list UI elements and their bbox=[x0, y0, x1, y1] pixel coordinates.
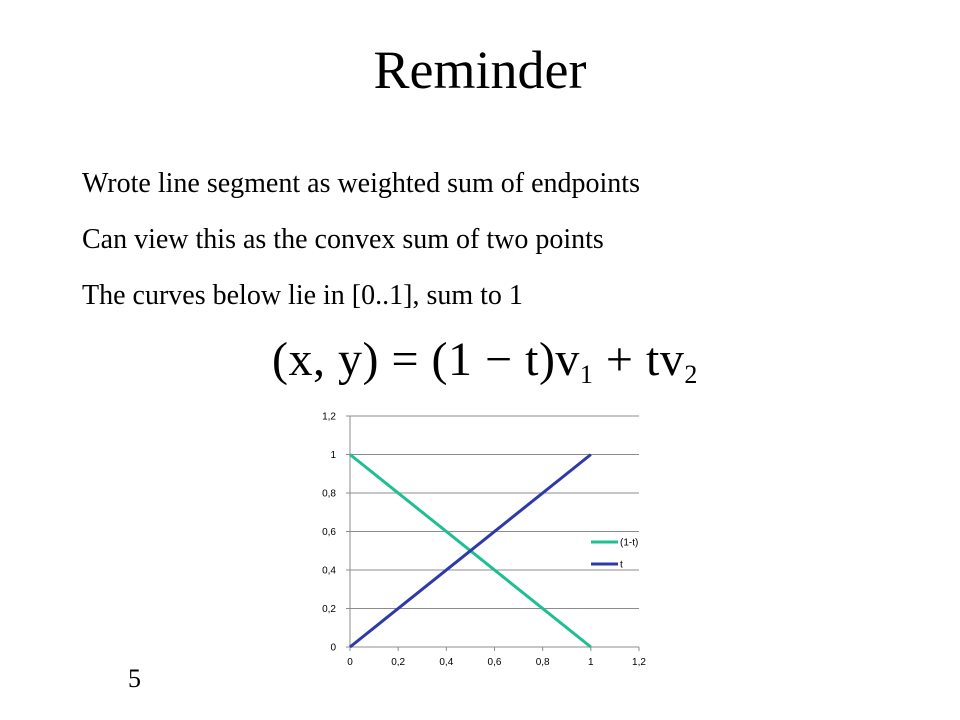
legend-label: t bbox=[620, 559, 623, 571]
x-tick-label: 1 bbox=[588, 657, 594, 668]
y-tick-label: 0 bbox=[330, 642, 336, 654]
bullet-item: Wrote line segment as weighted sum of endpoints bbox=[82, 168, 640, 199]
x-tick-label: 0,4 bbox=[439, 657, 454, 668]
bullet-item: The curves below lie in [0..1], sum to 1 bbox=[82, 280, 523, 311]
x-tick-label: 1,2 bbox=[632, 657, 646, 668]
line-chart bbox=[300, 404, 660, 674]
y-tick-label: 1,2 bbox=[322, 411, 336, 423]
formula-equals: = bbox=[378, 333, 432, 386]
y-tick-label: 0,2 bbox=[322, 604, 336, 615]
formula-term1: (1 − t)v bbox=[431, 333, 580, 386]
formula-term2: + tv bbox=[593, 333, 685, 386]
slide-title: Reminder bbox=[373, 40, 587, 100]
y-tick-label: 0,6 bbox=[322, 527, 336, 538]
y-tick-label: 1 bbox=[330, 450, 336, 461]
x-tick-label: 0,8 bbox=[535, 657, 550, 668]
slide-number: 5 bbox=[128, 664, 141, 693]
bullet-item: Can view this as the convex sum of two points bbox=[82, 224, 604, 255]
formula bbox=[272, 330, 698, 405]
x-tick-label: 0,6 bbox=[487, 657, 502, 668]
bullet-list bbox=[82, 168, 640, 336]
legend-label: (1-t) bbox=[620, 537, 639, 549]
x-tick-label: 0,2 bbox=[391, 657, 406, 668]
y-tick-label: 0,8 bbox=[322, 488, 336, 500]
formula-sub1: 1 bbox=[579, 360, 594, 389]
formula-lhs: (x, y) bbox=[272, 333, 379, 386]
x-tick-label: 0 bbox=[347, 657, 353, 668]
formula-sub2: 2 bbox=[684, 360, 698, 389]
y-tick-label: 0,4 bbox=[322, 565, 336, 577]
